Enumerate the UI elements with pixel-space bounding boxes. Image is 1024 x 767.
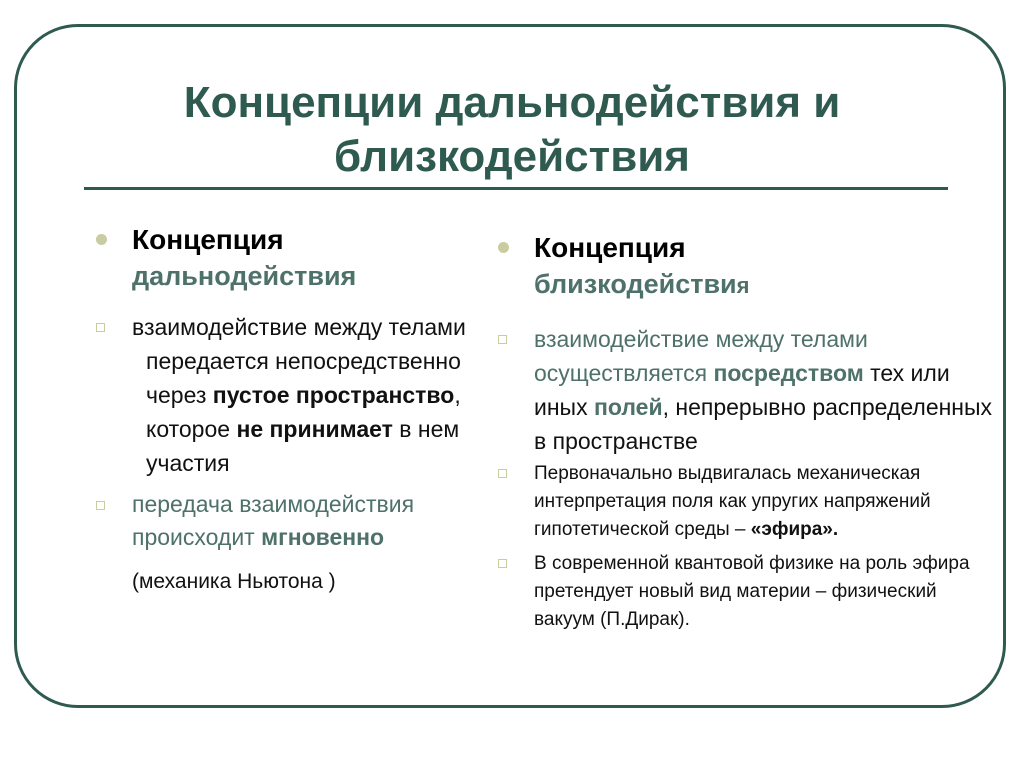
bold-run: не принимает bbox=[236, 416, 393, 442]
text-run: , которое bbox=[146, 382, 461, 442]
text-run: взаимодействие между телами осуществляется bbox=[534, 326, 868, 386]
left-item-2-text bbox=[132, 488, 496, 554]
text-run: тех или иных bbox=[534, 360, 950, 420]
bold-run: мгновенно bbox=[261, 524, 385, 550]
left-heading-line-1: Концепция bbox=[132, 224, 284, 255]
text-run: передача взаимодействия происходит bbox=[132, 491, 415, 550]
right-column bbox=[498, 230, 998, 634]
title-line-1: Концепции дальнодействия и bbox=[183, 78, 841, 127]
left-heading-line-2: дальнодействия bbox=[132, 261, 357, 291]
title-divider bbox=[84, 187, 948, 190]
square-bullet-icon bbox=[498, 469, 507, 478]
square-bullet-icon bbox=[498, 335, 507, 344]
right-bullet-item-3 bbox=[498, 550, 998, 634]
round-bullet-icon bbox=[498, 242, 509, 253]
right-item-1-text bbox=[534, 322, 998, 458]
left-bullet-item-1 bbox=[96, 310, 496, 480]
right-item-3-text: В современной квантовой физике на роль эфира претендует новый вид материи – физический вакуум (П.Дирак). bbox=[534, 553, 970, 630]
square-bullet-icon bbox=[96, 501, 105, 510]
left-heading bbox=[96, 222, 496, 294]
bold-run: пустое пространство bbox=[212, 382, 455, 408]
left-item-1-text bbox=[132, 310, 496, 480]
heading-tail: я bbox=[736, 273, 750, 298]
text-run: взаимодействие между телами передается непосредственно через bbox=[132, 314, 466, 408]
title-line-2: близкодействия bbox=[334, 132, 690, 181]
bold-run: «эфира». bbox=[750, 519, 839, 540]
text-run: в нем участия bbox=[146, 416, 460, 476]
right-item-2-text bbox=[534, 460, 998, 544]
right-bullet-item-1 bbox=[498, 322, 998, 458]
text-run: , непрерывно распределенных в пространстве bbox=[534, 394, 993, 454]
text-run: Первоначально выдвигалась механическая интерпретация поля как упругих напряжений гипотетической среды – bbox=[534, 463, 931, 540]
square-bullet-icon bbox=[96, 323, 105, 332]
right-bullet-item-2 bbox=[498, 460, 998, 544]
right-heading-line-2 bbox=[534, 266, 998, 304]
bold-run: посредством bbox=[713, 360, 864, 386]
right-heading-line-1: Концепция bbox=[534, 232, 686, 263]
left-note: (механика Ньютона ) bbox=[132, 570, 336, 593]
bold-run: полей bbox=[593, 394, 663, 420]
square-bullet-icon bbox=[498, 559, 507, 568]
round-bullet-icon bbox=[96, 234, 107, 245]
left-column bbox=[96, 222, 496, 596]
slide-title bbox=[80, 76, 944, 184]
left-bullet-item-2 bbox=[96, 488, 496, 554]
right-heading bbox=[498, 230, 998, 304]
heading-text: близкодействи bbox=[534, 269, 737, 299]
